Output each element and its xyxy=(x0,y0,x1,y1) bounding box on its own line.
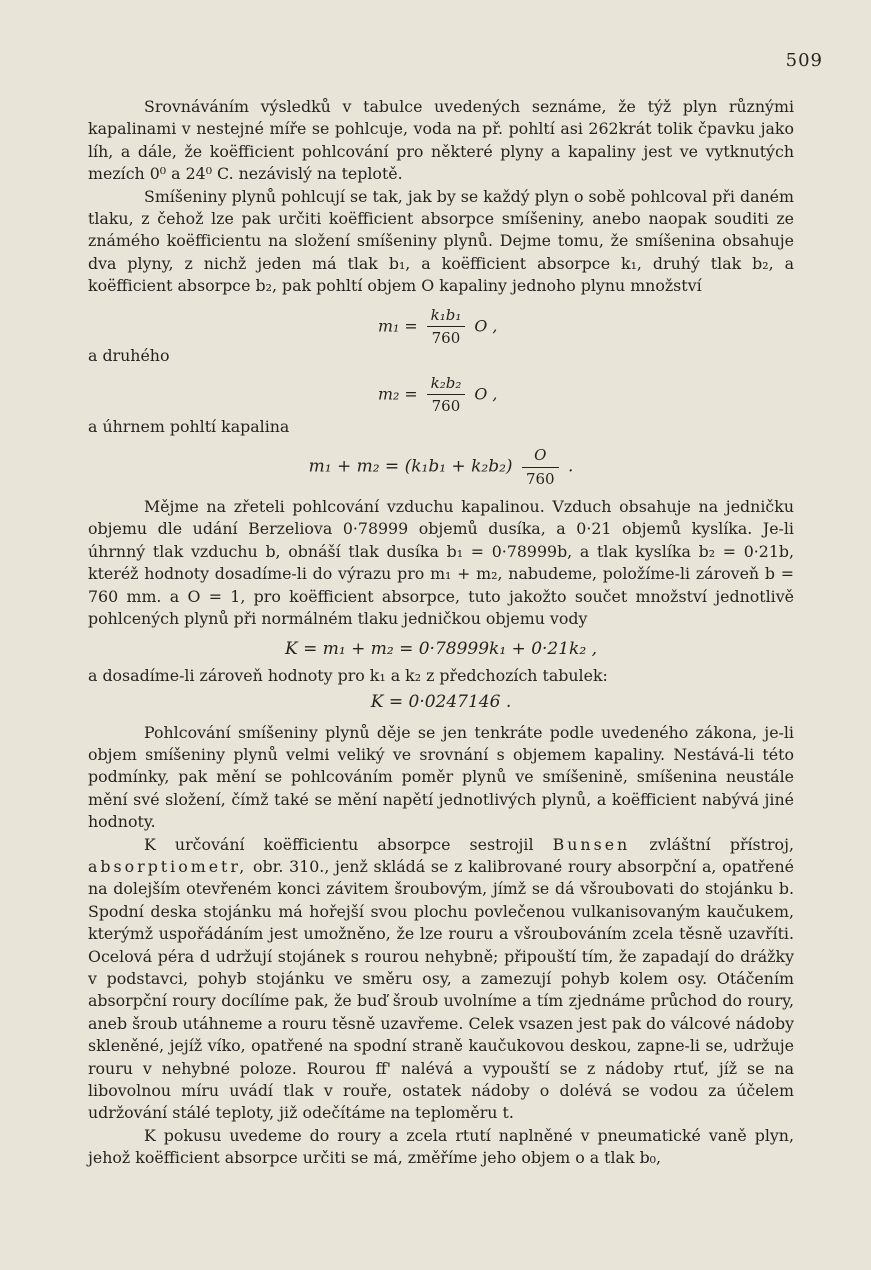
paragraph-1: Srovnáváním výsledků v tabulce uvedených seznáme, že týž plyn různými kapalinami v nestejné míře se pohlcuje, voda na př. pohltí asi 262krát tolik čpavku jako líh, a dále, že koëfficient pohlcování pro některé plyny a kapaliny jest ve vytknutých mezích 0⁰ a 24⁰ C. nezávislý na teplotě. xyxy=(88,97,794,184)
label-substitute: a dosadíme-li zároveň hodnoty pro k₁ a k₂ z předchozích tabulek: xyxy=(88,665,608,685)
formula-m1-fraction xyxy=(427,304,466,350)
paragraph-5 xyxy=(88,834,794,1125)
formula-m1-lhs: m₁ = xyxy=(378,316,418,336)
formula-K: K = m₁ + m₂ = 0·78999k₁ + 0·21k₂ , xyxy=(285,639,597,660)
label-total: a úhrnem pohltí kapalina xyxy=(88,416,290,436)
formula-sum-denominator: 760 xyxy=(525,469,555,488)
formula-m1-numerator: k₁b₁ xyxy=(427,304,466,327)
paragraph-2: Smíšeniny plynů pohlcují se tak, jak by se každý plyn o sobě pohlcoval při daném tlaku, z čehož lze pak určiti koëfficient absorpce smíšeniny, anebo naopak souditi ze známého koëfficientu na složení smíšeniny plynů. Dejme tomu, že smíšenina obsahuje dva plyny, z nichž jeden má tlak b₁, a koëfficient absorpce k₁, druhý tlak b₂, a koëfficient absorpce b₂, pak pohltí objem O kapaliny jednoho plynu množství xyxy=(88,186,794,296)
formula-sum-lhs: m₁ + m₂ = (k₁b₁ + k₂b₂) xyxy=(308,456,513,477)
label-total-row xyxy=(88,416,794,438)
formula-sum-fraction xyxy=(522,444,559,490)
formula-m2-fraction xyxy=(427,372,466,418)
paragraph-4: Pohlcování smíšeniny plynů děje se jen tenkráte podle uvedeného zákona, je-li objem smíšeniny plynů velmi veliký ve srovnání s objemem kapaliny. Nestává-li této podmínky, pak mění se pohlcováním poměr plynů ve smíšenině, smíšenina neustále mění své složení, čímž také se mění napětí jednotlivých plynů, a koëfficient nabývá jiné hodnoty. xyxy=(88,722,794,832)
formula-m2-tail: O , xyxy=(474,384,498,404)
formula-sum xyxy=(88,444,794,490)
formula-sum-tail: . xyxy=(567,456,574,477)
author-bunsen: Bunsen xyxy=(552,834,631,854)
paragraph-5-rest: obr. 310., jenž skládá se z kalibrované roury absorpční a, opatřené na dolejším otevřeném konci závitem šroubovým, jímž se dá všroubovati do stojánku b. Spodní deska stojánku má hořejší svou plochu povlečenou vulkanisovaným kaučukem, kterýmž uspořádáním jest umožněno, že lze rouru a všroubováním zcela těsně uzavříti. Ocelová péra d udržují stojánek s rourou nehybně; připouští tím, že zapadají do drážky v podstavci, pohyb stojánku ve směru osy, a zamezují pohyb kolem osy. Otáčením absorpční roury docílíme pak, že buď šroub uvolníme a tím zjednáme průchod do roury, aneb šroub utáhneme a rouru těsně uzavřeme. Celek vsazen jest pak do válcové nádoby skleněné, jejíž víko, opatřené na spodní straně kaučukovou deskou, zapne-li se, udržuje rouru v nehybné poloze. Rourou ff' nalévá a vypouští se z nádoby rtuť, jíž se na libovolnou míru uvádí tlak v rouře, ostatek nádoby o dolévá se vodou za účelem udržování stálé teploty, již odečítáme na teploměru t. xyxy=(88,857,794,1123)
formula-m1-denominator: 760 xyxy=(431,329,461,348)
formula-K-value: K = 0·0247146 . xyxy=(370,692,512,713)
term-absorptiometr: absorptiometr, xyxy=(88,857,248,876)
paragraph-6: K pokusu uvedeme do roury a zcela rtutí naplněné v pneumatické vaně plyn, jehož koëfficient absorpce určiti se má, změříme jeho objem o a tlak b₀, xyxy=(88,1125,794,1168)
formula-m2-numerator: k₂b₂ xyxy=(427,372,466,395)
formula-m2 xyxy=(328,372,794,418)
label-second: a druhého xyxy=(88,346,170,366)
formula-2-row xyxy=(88,372,794,418)
formula-sum-numerator: O xyxy=(522,444,559,467)
paragraph-5-mid: zvláštní přístroj, xyxy=(649,834,794,854)
formula-1-row xyxy=(88,304,794,350)
formula-m1 xyxy=(328,304,794,350)
paragraph-5-start: K určování koëfficientu absorpce sestrojil xyxy=(144,834,534,854)
page-number: 509 xyxy=(785,50,823,71)
body-text xyxy=(88,96,794,1170)
formula-m2-lhs: m₂ = xyxy=(378,384,418,404)
paragraph-3: Mějme na zřeteli pohlcování vzduchu kapalinou. Vzduch obsahuje na jedničku objemu dle udání Berzeliova 0·78999 objemů dusíka, a 0·21 objemů kyslíka. Je-li úhrnný tlak vzduchu b, obnáší tlak dusíka b₁ = 0·78999b, a tlak kyslíka b₂ = 0·21b, kteréž hodnoty dosadíme-li do výrazu pro m₁ + m₂, nabudeme, položíme-li zároveň b = 760 mm. a O = 1, pro koëfficient absorpce, tuto jakožto součet množství jednotlivě pohlcených plynů při normálném tlaku jedničkou objemu vody xyxy=(88,496,794,628)
formula-m2-denominator: 760 xyxy=(431,397,461,416)
formula-m1-tail: O , xyxy=(474,316,498,336)
